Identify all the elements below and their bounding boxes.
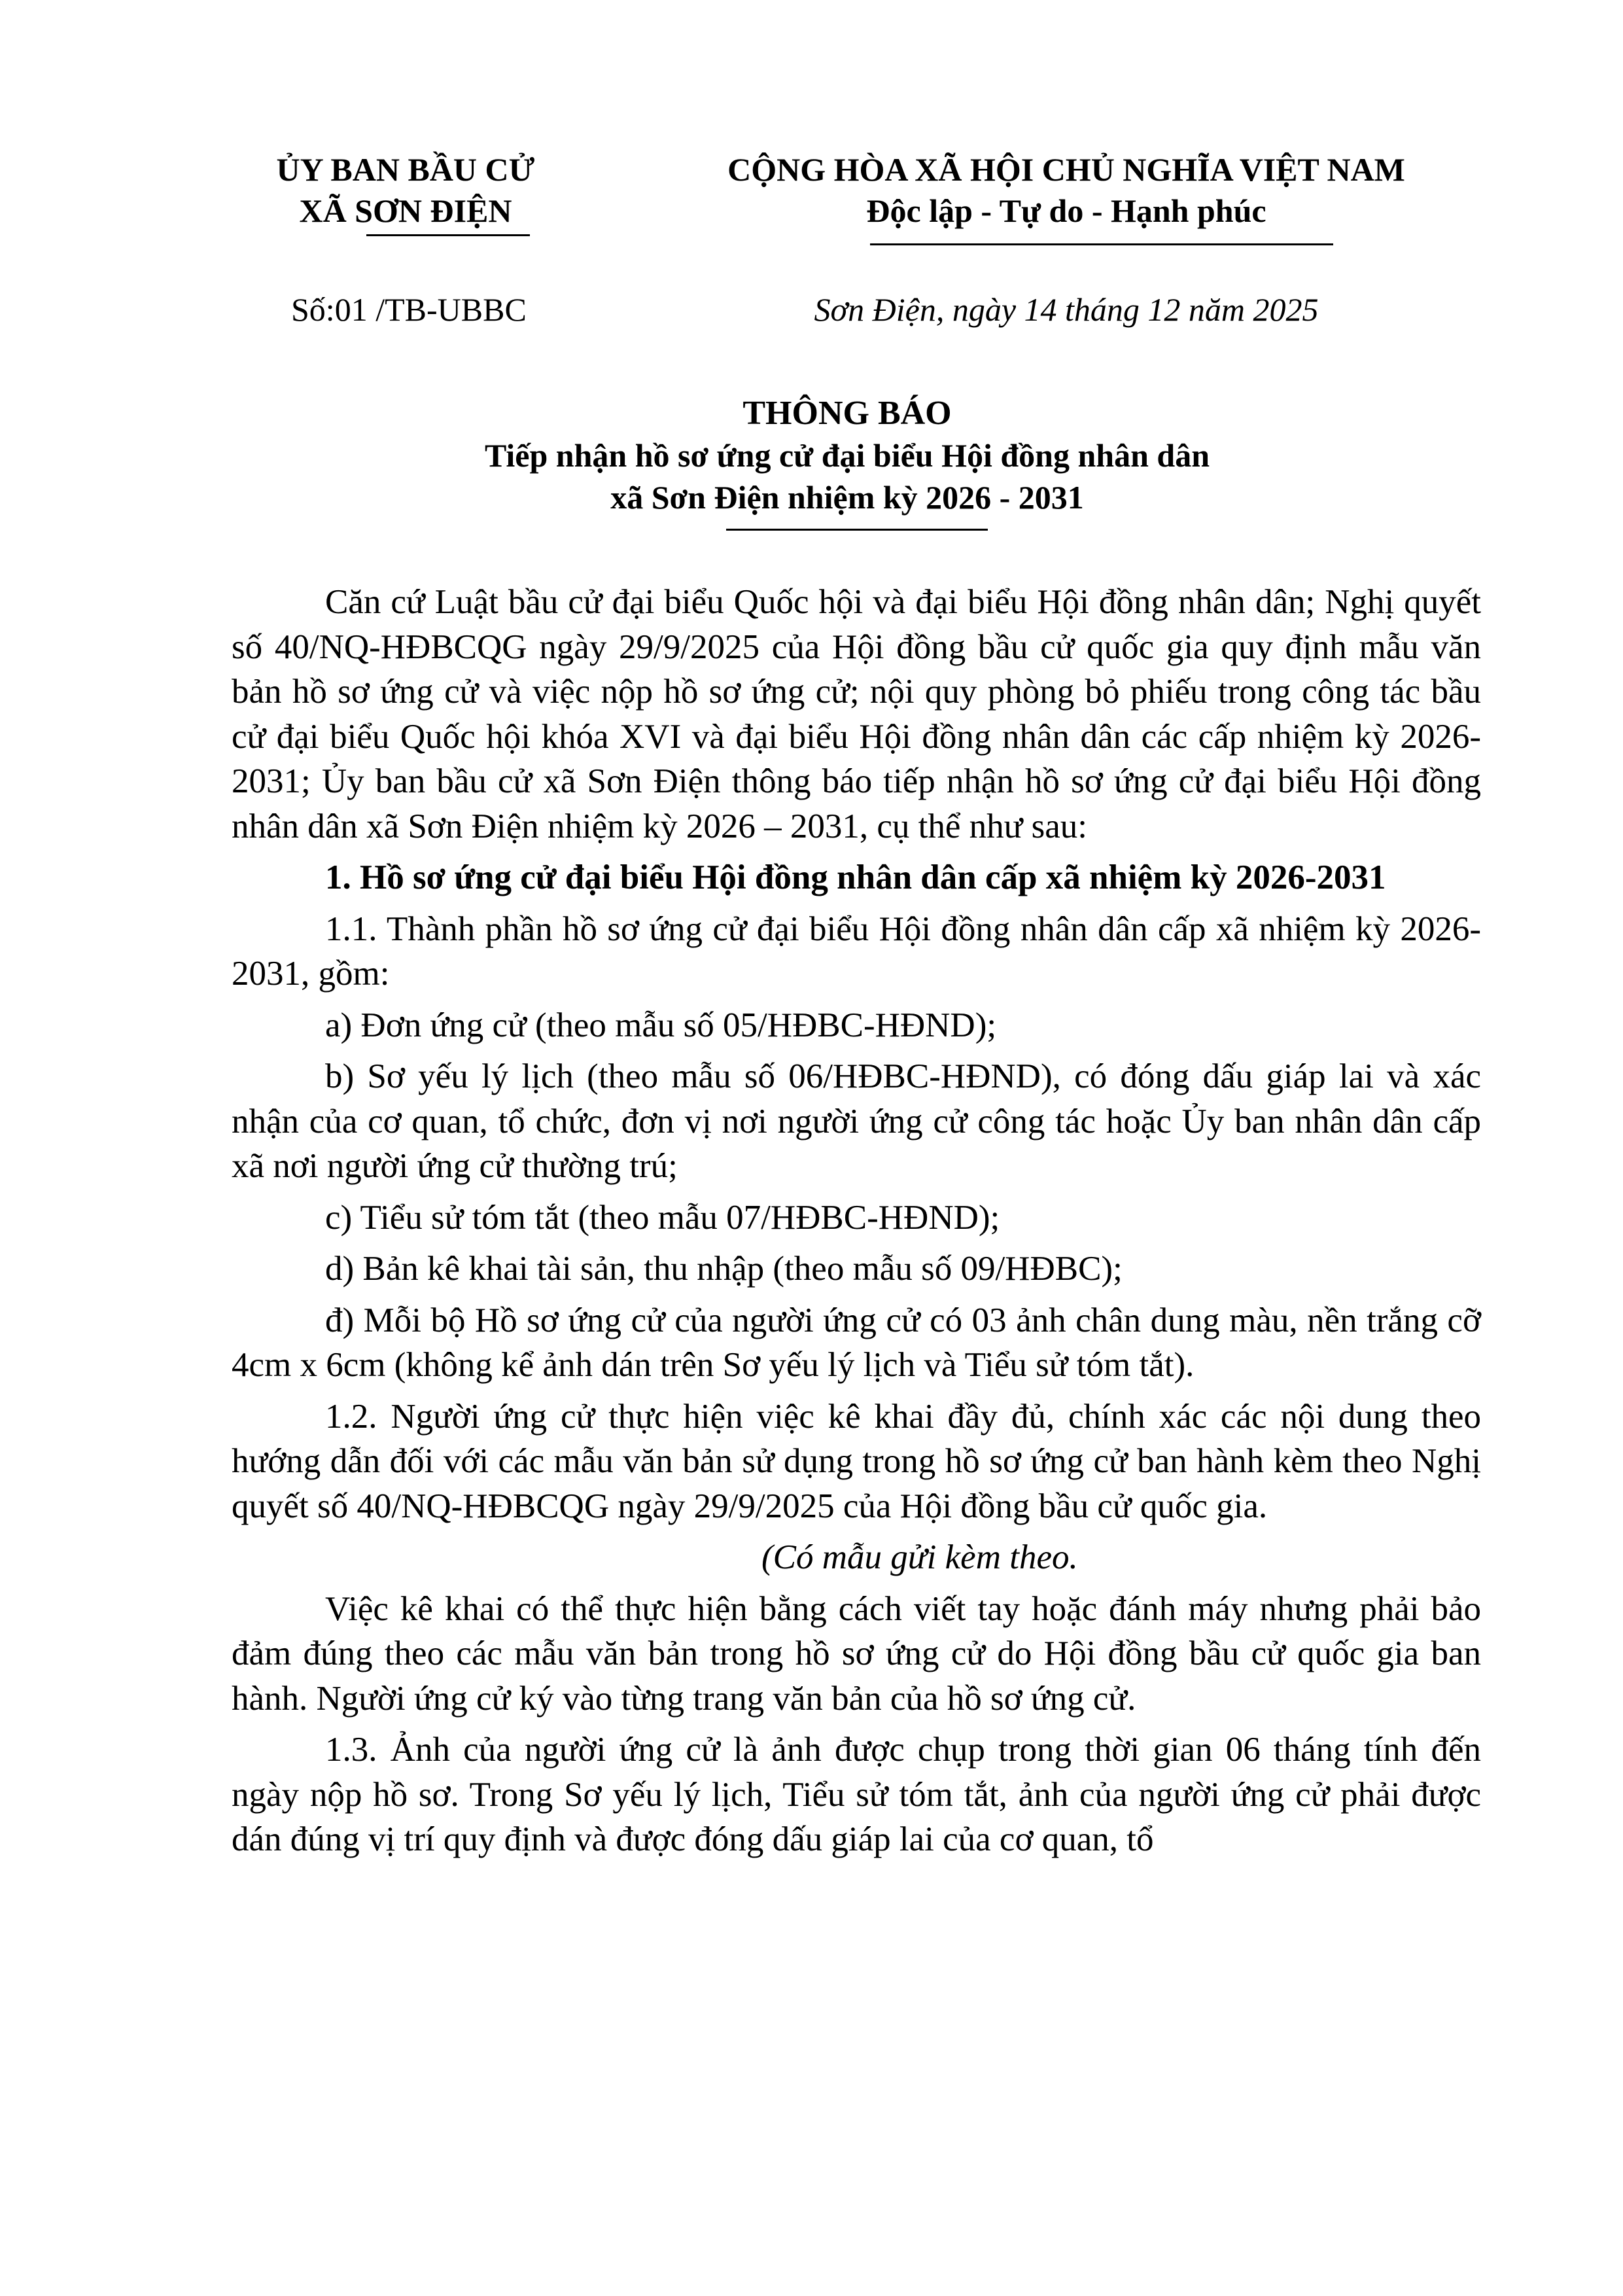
motto: Độc lập - Tự do - Hạnh phúc <box>866 192 1266 229</box>
title-underline <box>726 529 988 531</box>
list-item-dd: đ) Mỗi bộ Hồ sơ ứng cử của người ứng cử có 03 ảnh chân dung màu, nền trắng cỡ 4cm x 6cm (không kể ảnh dán trên Sơ yếu lý lịch và Tiểu sử tóm tắt). <box>232 1301 1481 1384</box>
paragraph-1-3: 1.3. Ảnh của người ứng cử là ảnh được chụp trong thời gian 06 tháng tính đến ngày nộp hồ sơ. Trong Sơ yếu lý lịch, Tiểu sử tóm tắt, ảnh của người ứng cử phải được dán đúng vị trí quy định và được đóng dấu giáp lai của cơ quan, tổ <box>232 1731 1481 1858</box>
document-title <box>216 393 1478 518</box>
place-date: Sơn Điện, ngày 14 tháng 12 năm 2025 <box>814 291 1319 328</box>
paragraph-handwriting: Việc kê khai có thể thực hiện bằng cách viết tay hoặc đánh máy nhưng phải bảo đảm đúng theo các mẫu văn bản trong hồ sơ ứng cử do Hội đồng bầu cử quốc gia ban hành. Người ứng cử ký vào từng trang văn bản của hồ sơ ứng cử. <box>232 1589 1481 1718</box>
issuing-authority-line2: XÃ SƠN ĐIỆN <box>299 192 512 229</box>
list-item-d: d) Bản kê khai tài sản, thu nhập (theo mẫu số 09/HĐBC); <box>325 1250 1123 1288</box>
title-main: THÔNG BÁO <box>742 395 952 432</box>
list-item-c: c) Tiểu sử tóm tắt (theo mẫu 07/HĐBC-HĐND); <box>325 1198 1000 1237</box>
document-body <box>232 580 1481 1869</box>
issuing-authority-line1: ỦY BAN BẦU CỬ <box>276 151 535 188</box>
national-motto <box>654 149 1478 232</box>
motto-underline <box>870 243 1333 245</box>
issuing-authority-underline <box>366 234 530 236</box>
paragraph-1-1: 1.1. Thành phần hồ sơ ứng cử đại biểu Hội đồng nhân dân cấp xã nhiệm kỳ 2026-2031, gồm: <box>232 910 1481 993</box>
intro-paragraph: Căn cứ Luật bầu cử đại biểu Quốc hội và đại biểu Hội đồng nhân dân; Nghị quyết số 40/NQ-HĐBCQG ngày 29/9/2025 của Hội đồng bầu cử quốc gia quy định mẫu văn bản hồ sơ ứng cử và việc nộp hồ sơ ứng cử; nội quy phòng bỏ phiếu trong công tác bầu cử đại biểu Quốc hội khóa XVI và đại biểu Hội đồng nhân dân các cấp nhiệm kỳ 2026-2031; Ủy ban bầu cử xã Sơn Điện thông báo tiếp nhận hồ sơ ứng cử đại biểu Hội đồng nhân dân xã Sơn Điện nhiệm kỳ 2026 – 2031, cụ thể như sau: <box>232 583 1481 845</box>
national-name: CỘNG HÒA XÃ HỘI CHỦ NGHĨA VIỆT NAM <box>727 151 1405 188</box>
issuing-authority <box>216 149 595 232</box>
list-item-b: b) Sơ yếu lý lịch (theo mẫu số 06/HĐBC-HĐND), có đóng dấu giáp lai và xác nhận của cơ quan, tổ chức, đơn vị nơi người ứng cử công tác hoặc Ủy ban nhân dân cấp xã nơi người ứng cử thường trú; <box>232 1057 1481 1185</box>
paragraph-1-2: 1.2. Người ứng cử thực hiện việc kê khai đầy đủ, chính xác các nội dung theo hướng dẫn đối với các mẫu văn bản sử dụng trong hồ sơ ứng cử ban hành kèm theo Nghị quyết số 40/NQ-HĐBCQG ngày 29/9/2025 của Hội đồng bầu cử quốc gia. <box>232 1397 1481 1525</box>
section-1-heading: 1. Hồ sơ ứng cử đại biểu Hội đồng nhân dân cấp xã nhiệm kỳ 2026-2031 <box>325 858 1386 896</box>
reference-number: Số:01 /TB-UBBC <box>291 291 527 328</box>
title-subtitle-line1: Tiếp nhận hồ sơ ứng cử đại biểu Hội đồng nhân dân <box>484 437 1210 474</box>
attachment-note: (Có mẫu gửi kèm theo. <box>761 1538 1078 1576</box>
title-subtitle-line2: xã Sơn Điện nhiệm kỳ 2026 - 2031 <box>610 479 1084 516</box>
list-item-a: a) Đơn ứng cử (theo mẫu số 05/HĐBC-HĐND); <box>325 1006 997 1044</box>
